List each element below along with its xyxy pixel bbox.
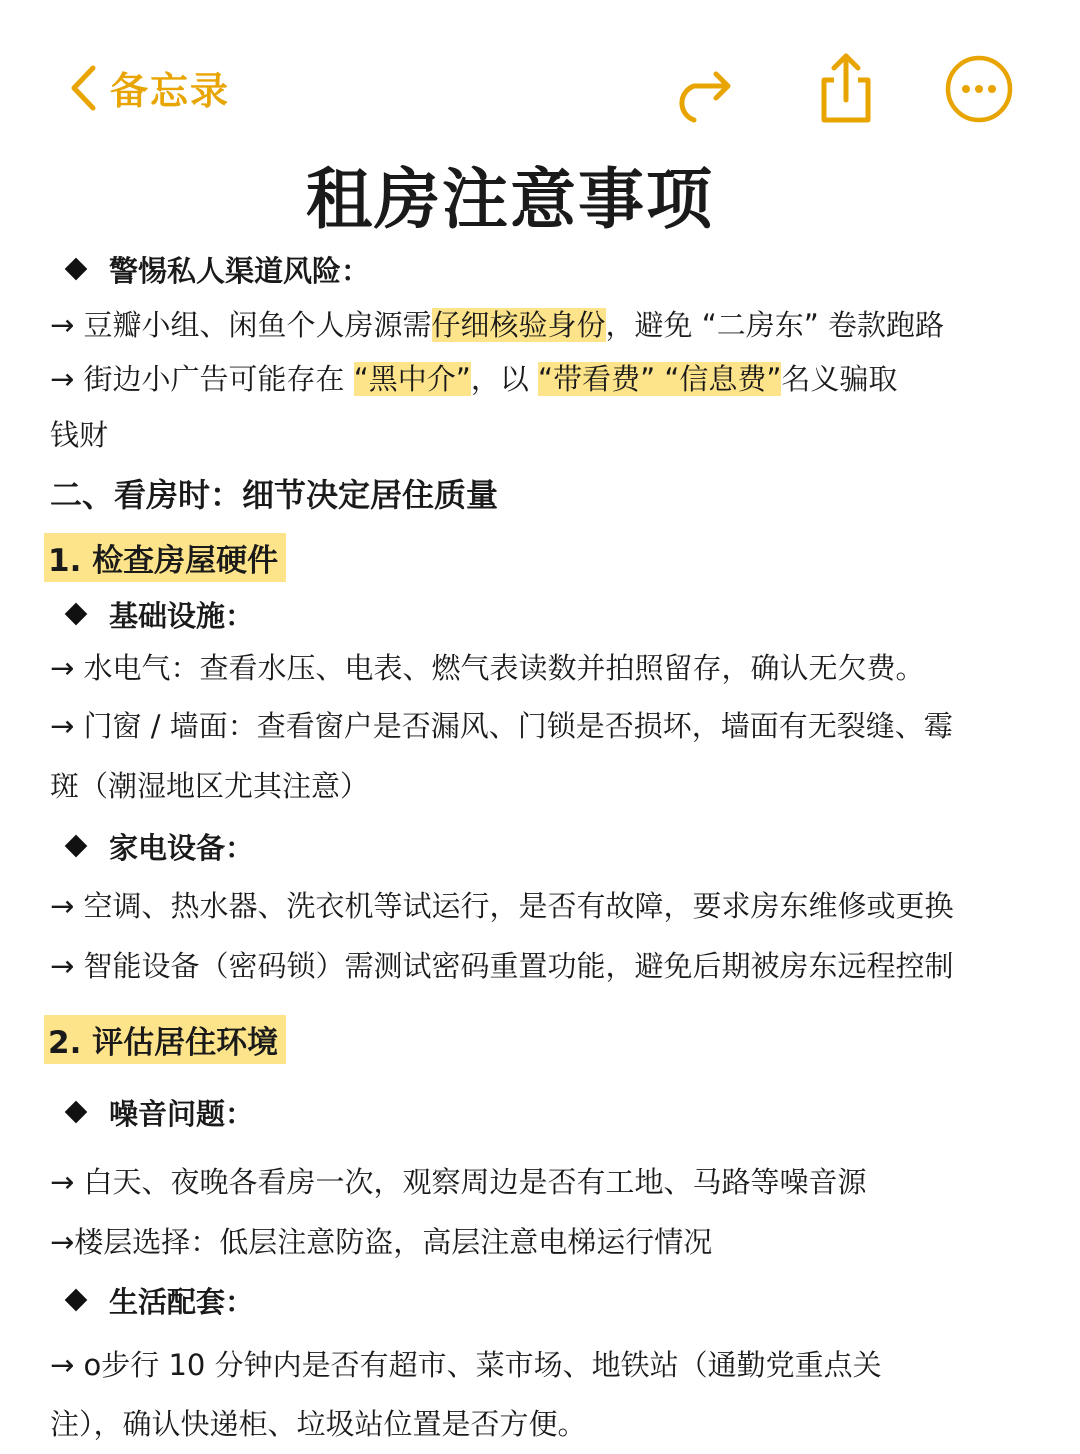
share-button[interactable] — [810, 52, 882, 124]
text-line: → 水电气：查看水压、电表、燃气表读数并拍照留存，确认无欠费。 — [50, 651, 925, 685]
text-line: → 白天、夜晚各看房一次，观察周边是否有工地、马路等噪音源 — [50, 1165, 867, 1199]
text-line: →楼层选择：低层注意防盗，高层注意电梯运行情况 — [50, 1225, 713, 1259]
diamond-bullet-icon — [65, 1101, 88, 1124]
bullet-noise: 噪音问题： — [50, 1082, 1060, 1142]
share-icon — [810, 52, 882, 124]
chevron-left-icon — [66, 63, 100, 113]
text-line: → 空调、热水器、洗衣机等试运行，是否有故障，要求房东维修或更换 — [50, 889, 954, 923]
bullet-infrastructure: 基础设施： — [50, 588, 1060, 640]
back-button[interactable] — [66, 60, 230, 115]
highlight: “带看费” “信息费” — [538, 362, 782, 396]
section-heading: 二、看房时：细节决定居住质量 — [50, 476, 499, 514]
subheading-hardware: 1. 检查房屋硬件 — [44, 533, 286, 582]
redo-button[interactable] — [664, 52, 736, 124]
text-line: → 街边小广告可能存在 “黑中介”，以 “带看费” “信息费”名义骗取 — [50, 362, 898, 396]
text-line: → 豆瓣小组、闲鱼个人房源需仔细核验身份，避免 “二房东” 卷款跑路 — [50, 308, 945, 342]
nav-bar — [0, 0, 1080, 150]
redo-icon — [664, 52, 736, 124]
text-line: 注），确认快递柜、垃圾站位置是否方便。 — [50, 1407, 587, 1441]
text-line: 钱财 — [50, 418, 109, 452]
highlight: 仔细核验身份 — [431, 308, 606, 342]
diamond-bullet-icon — [65, 258, 88, 281]
subheading-environment: 2. 评估居住环境 — [44, 1015, 286, 1064]
text-line: → 门窗 / 墙面：查看窗户是否漏风、门锁是否损坏，墙面有无裂缝、霉 — [50, 709, 953, 743]
more-button[interactable] — [942, 52, 1016, 126]
diamond-bullet-icon — [65, 1289, 88, 1312]
bullet-private-channel: 警惕私人渠道风险： — [50, 240, 1060, 298]
text-line: → o步行 10 分钟内是否有超市、菜市场、地铁站（通勤党重点关 — [50, 1348, 882, 1382]
note-title: 租房注意事项 — [306, 161, 714, 238]
diamond-bullet-icon — [65, 835, 88, 858]
bullet-appliances: 家电设备： — [50, 816, 1060, 876]
bullet-amenities: 生活配套： — [50, 1270, 1060, 1330]
highlight: “黑中介” — [353, 362, 471, 396]
back-label: 备忘录 — [110, 69, 231, 113]
note-body — [50, 240, 1060, 1454]
text-line: → 智能设备（密码锁）需测试密码重置功能，避免后期被房东远程控制 — [50, 949, 954, 983]
diamond-bullet-icon — [65, 603, 88, 626]
more-icon — [942, 52, 1016, 126]
text-line: 斑（潮湿地区尤其注意） — [50, 769, 370, 803]
